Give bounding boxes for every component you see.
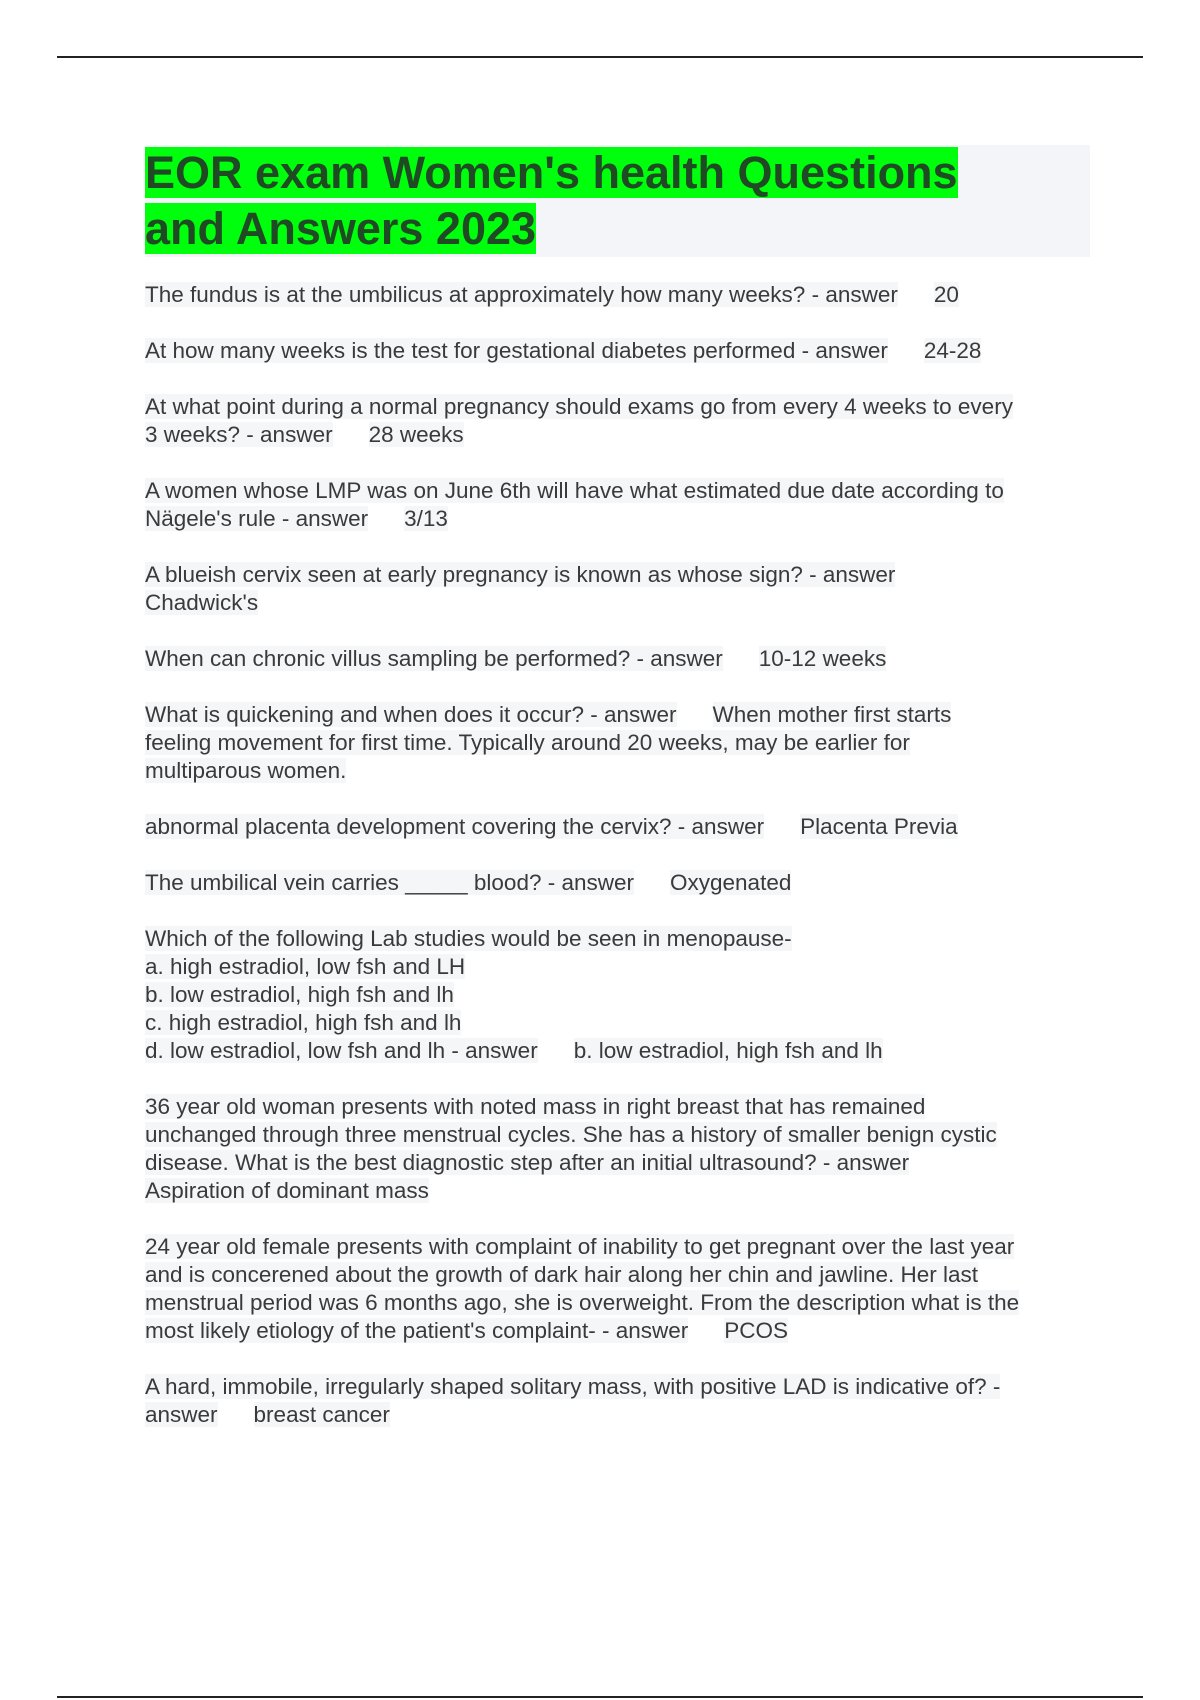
qa-item bbox=[145, 813, 1090, 841]
qa-item bbox=[145, 645, 1090, 673]
document-title bbox=[145, 145, 1090, 257]
answer-text: 28 weeks bbox=[368, 422, 464, 447]
qa-item bbox=[145, 337, 1090, 365]
question-text: A blueish cervix seen at early pregnancy is known as whose sign? - answer bbox=[145, 562, 896, 587]
qa-item bbox=[145, 1233, 1090, 1345]
question-text: Which of the following Lab studies would be seen in menopause- a. high estradiol, low fsh and LH b. low estradiol, high fsh and lh c. high estradiol, high fsh and lh d. low estradiol, low fsh and lh - answer bbox=[145, 926, 792, 1063]
answer-text: b. low estradiol, high fsh and lh bbox=[573, 1038, 883, 1063]
qa-item bbox=[145, 393, 1090, 449]
answer-text: Placenta Previa bbox=[800, 814, 958, 839]
qa-item bbox=[145, 561, 1090, 617]
question-text: 24 year old female presents with complaint of inability to get pregnant over the last year and is concerened about the growth of dark hair along her chin and jawline. Her last menstrual period was 6 months ago, she is overweight. From the description what is the most likely etiology of the patient's complaint- - answer bbox=[145, 1234, 1020, 1343]
answer-text: When mother first starts feeling movement for first time. Typically around 20 weeks, may be earlier for multiparous women. bbox=[145, 702, 952, 783]
qa-item bbox=[145, 1373, 1090, 1429]
qa-item bbox=[145, 701, 1090, 785]
question-text: 36 year old woman presents with noted mass in right breast that has remained unchanged through three menstrual cycles. She has a history of smaller benign cystic disease. What is the best diagnostic step after an initial ultrasound? - answer bbox=[145, 1094, 997, 1175]
title-line-1: EOR exam Women's health Questions bbox=[145, 147, 958, 198]
question-text: A hard, immobile, irregularly shaped solitary mass, with positive LAD is indicative of? - answer bbox=[145, 1374, 1001, 1427]
qa-item bbox=[145, 1093, 1090, 1205]
document-body bbox=[145, 145, 1090, 1457]
answer-text: breast cancer bbox=[253, 1402, 390, 1427]
question-text: The umbilical vein carries _____ blood? - answer bbox=[145, 870, 635, 895]
footer-rule bbox=[57, 1696, 1143, 1698]
header-rule bbox=[57, 56, 1143, 58]
qa-item bbox=[145, 869, 1090, 897]
answer-text: Chadwick's bbox=[145, 590, 259, 615]
answer-text: PCOS bbox=[724, 1318, 789, 1343]
answer-text: 10-12 weeks bbox=[758, 646, 887, 671]
answer-text: 24-28 bbox=[923, 338, 982, 363]
question-text: abnormal placenta development covering the cervix? - answer bbox=[145, 814, 765, 839]
qa-item bbox=[145, 281, 1090, 309]
title-block bbox=[145, 145, 1090, 257]
answer-text: 3/13 bbox=[404, 506, 448, 531]
answer-text: 20 bbox=[933, 282, 959, 307]
question-text: At how many weeks is the test for gestational diabetes performed - answer bbox=[145, 338, 888, 363]
question-text: At what point during a normal pregnancy should exams go from every 4 weeks to every 3 weeks? - answer bbox=[145, 394, 1013, 447]
qa-item bbox=[145, 477, 1090, 533]
title-line-2: and Answers 2023 bbox=[145, 203, 537, 254]
question-text: When can chronic villus sampling be performed? - answer bbox=[145, 646, 723, 671]
answer-text: Oxygenated bbox=[670, 870, 792, 895]
qa-list bbox=[145, 281, 1090, 1429]
question-text: The fundus is at the umbilicus at approximately how many weeks? - answer bbox=[145, 282, 898, 307]
qa-item bbox=[145, 925, 1090, 1065]
answer-text: Aspiration of dominant mass bbox=[145, 1178, 429, 1203]
question-text: A women whose LMP was on June 6th will have what estimated due date according to Nägele's rule - answer bbox=[145, 478, 1004, 531]
question-text: What is quickening and when does it occur? - answer bbox=[145, 702, 677, 727]
